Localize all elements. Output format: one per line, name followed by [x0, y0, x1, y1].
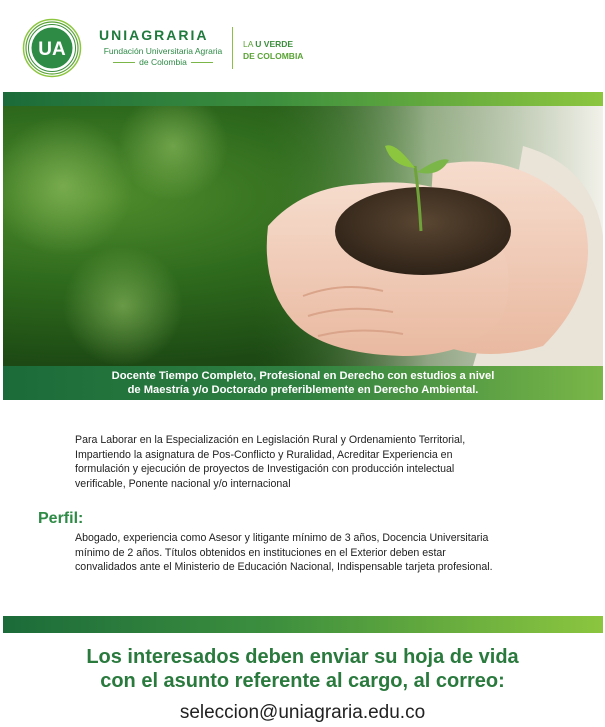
- brand-subtitle-line1: Fundación Universitaria Agraria: [103, 46, 223, 56]
- cta-line2: con el asunto referente al cargo, al correo:: [100, 670, 505, 692]
- footer-gradient-bar: [3, 616, 603, 633]
- brand-subtitle-line2: [99, 57, 227, 67]
- logo-initials: UA: [38, 39, 66, 60]
- tagline-prefix: LA: [243, 39, 256, 49]
- perfil-line: mínimo de 2 años. Títulos obtenidos en instituciones en el Exterior deben estar: [75, 546, 446, 559]
- perfil-heading: Perfil:: [38, 510, 84, 527]
- job-title-line2: de Maestría y/o Doctorado preferiblemente en Derecho Ambiental.: [127, 384, 479, 396]
- tagline-line1: [243, 39, 293, 49]
- tagline-line2: DE COLOMBIA: [243, 51, 304, 61]
- uniagraria-logo-icon: [22, 18, 82, 78]
- hands-seedling-illustration: [3, 106, 603, 366]
- brand-subtitle-line2-text: de Colombia: [139, 57, 187, 67]
- job-description-line: formulación y ejecución de proyectos de Investigación con producción intelectual: [75, 463, 455, 475]
- job-description: [75, 433, 555, 491]
- job-description-line: Impartiendo la asignatura de Pos-Conflicto y Ruralidad, Acreditar Experiencia en: [75, 448, 453, 461]
- tagline-emphasis: U VERDE: [255, 39, 294, 49]
- contact-email[interactable]: seleccion@uniagraria.edu.co: [179, 702, 426, 723]
- job-title-line1: Docente Tiempo Completo, Profesional en Derecho con estudios a nivel: [111, 370, 495, 382]
- job-description-line: verificable, Ponente nacional y/o internacional: [75, 477, 291, 490]
- perfil-description: [75, 531, 580, 575]
- header: [0, 0, 605, 92]
- perfil-line: Abogado, experiencia como Asesor y litigante mínimo de 3 años, Docencia Universitaria: [75, 532, 489, 544]
- hero-image: [3, 106, 603, 366]
- job-description-line: Para Laborar en la Especialización en Legislación Rural y Ordenamiento Territorial,: [75, 434, 466, 446]
- top-gradient-bar: [3, 92, 603, 106]
- cta-line1: Los interesados deben enviar su hoja de vida: [86, 646, 519, 668]
- job-title: [112, 369, 495, 397]
- brand-name: UNIAGRARIA: [99, 27, 209, 43]
- header-divider: [232, 27, 233, 69]
- perfil-line: convalidados ante el Ministerio de Educación Nacional, Indispensable tarjeta profesional.: [75, 561, 493, 573]
- job-title-banner: [3, 366, 603, 400]
